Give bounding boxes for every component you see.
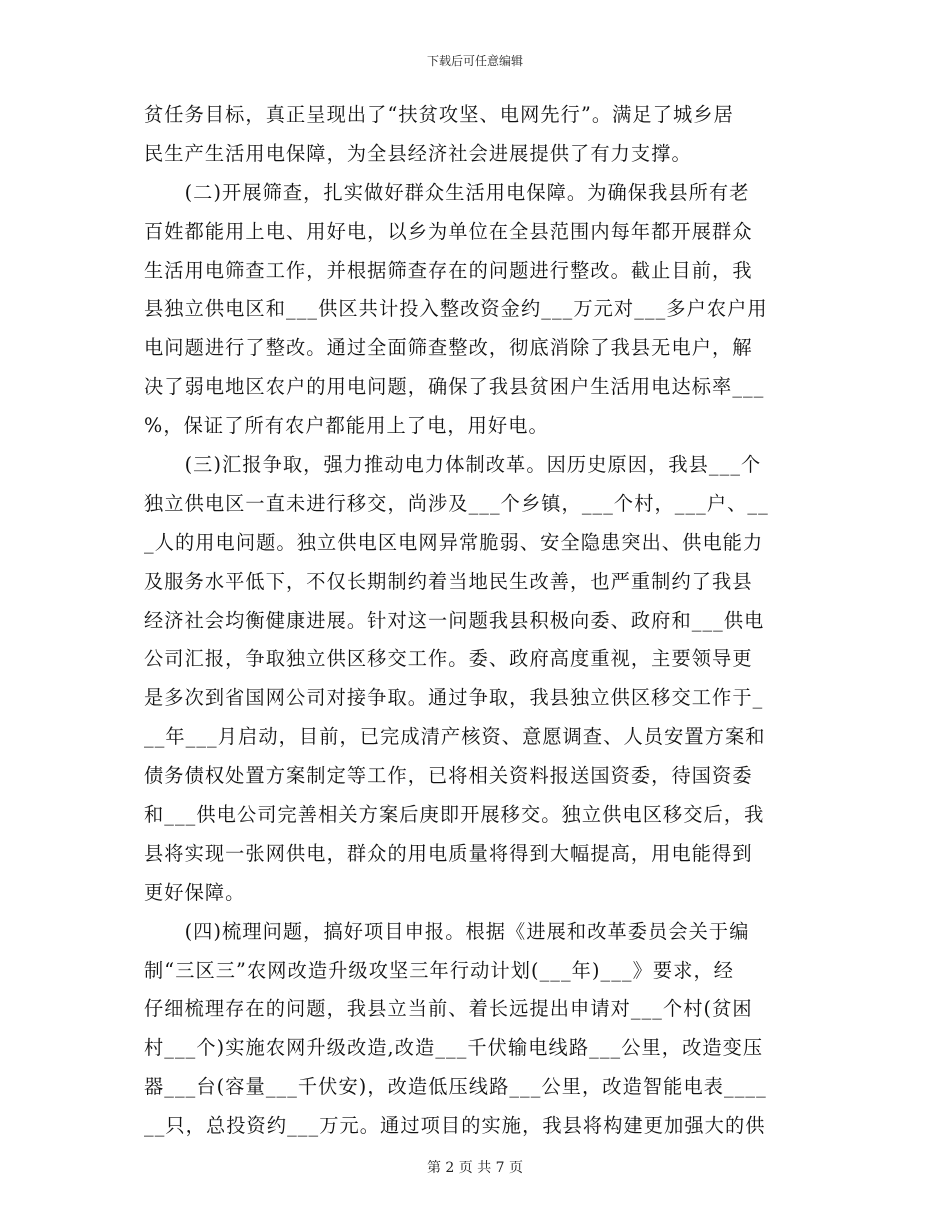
text-line: (三)汇报争取，强力推动电力体制改革。因历史原因，我县___个: [144, 453, 762, 477]
text-line: _人的用电问题。独立供电区电网异常脆弱、安全隐患突出、供电能力: [144, 530, 764, 554]
text-line: 债务债权处置方案制定等工作，已将相关资料报送国资委，待国资委: [144, 764, 753, 788]
text-line: 公司汇报，争取独立供区移交工作。委、政府高度重视，主要领导更: [144, 647, 753, 671]
text-line: 电问题进行了整改。通过全面筛查整改，彻底消除了我县无电户，解: [144, 336, 753, 360]
text-line: 县独立供电区和___供区共计投入整改资金约___万元对___多户农户用: [144, 297, 768, 321]
text-line: 县将实现一张网供电，群众的用电质量将得到大幅提高，用电能得到: [144, 841, 753, 865]
text-line: 百姓都能用上电、用好电，以乡为单位在全县范围内每年都开展群众: [144, 219, 753, 243]
text-line: 更好保障。: [144, 880, 246, 904]
text-line: (四)梳理问题，搞好项目申报。根据《进展和改革委员会关于编: [144, 919, 750, 943]
page-header: 下载后可任意编辑: [426, 54, 523, 68]
text-line: 仔细梳理存在的问题，我县立当前、着长远提出申请对___个村(贫困: [144, 997, 753, 1021]
text-line: 是多次到省国网公司对接争取。通过争取，我县独立供区移交工作于_: [144, 686, 764, 710]
page-number-footer: 第 2 页 共 7 页: [426, 1160, 524, 1176]
text-line: 器___台(容量___千伏安)，改造低压线路___公里，改造智能电表____: [144, 1075, 767, 1099]
document-body: [144, 96, 804, 1146]
text-line: (二)开展筛查，扎实做好群众生活用电保障。为确保我县所有老: [144, 180, 750, 204]
text-line: 独立供电区一直未进行移交，尚涉及___个乡镇，___个村，___户、__: [144, 491, 769, 515]
text-line: 村___个)实施农网升级改造,改造___千伏输电线路___公里，改造变压: [144, 1036, 764, 1060]
text-line: 贫任务目标，真正呈现出了“扶贫攻坚、电网先行”。满足了城乡居: [144, 103, 734, 126]
text-line: 及服务水平低下，不仅长期制约着当地民生改善，也严重制约了我县: [144, 569, 753, 593]
text-line: 经济社会均衡健康进展。针对这一问题我县积极向委、政府和___供电: [144, 608, 765, 632]
text-line: 民生产生活用电保障，为全县经济社会进展提供了有力支撑。: [144, 141, 692, 165]
text-line: 决了弱电地区农户的用电问题，确保了我县贫困户生活用电达标率___: [144, 375, 765, 399]
text-line: 和___供电公司完善相关方案后庚即开展移交。独立供电区移交后，我: [144, 803, 765, 827]
text-line: %，保证了所有农户都能用上了电，用好电。: [144, 414, 549, 438]
text-line: 制“三区三”农网改造升级攻坚三年行动计划(___年)___》要求，经: [144, 958, 735, 982]
text-line: __年___月启动，目前，已完成清产核资、意愿调查、人员安置方案和: [144, 725, 766, 749]
text-line: 生活用电筛查工作，并根据筛查存在的问题进行整改。截止目前，我: [144, 258, 753, 282]
text-line: __只，总投资约___万元。通过项目的实施，我县将构建更加强大的供: [144, 1114, 766, 1138]
